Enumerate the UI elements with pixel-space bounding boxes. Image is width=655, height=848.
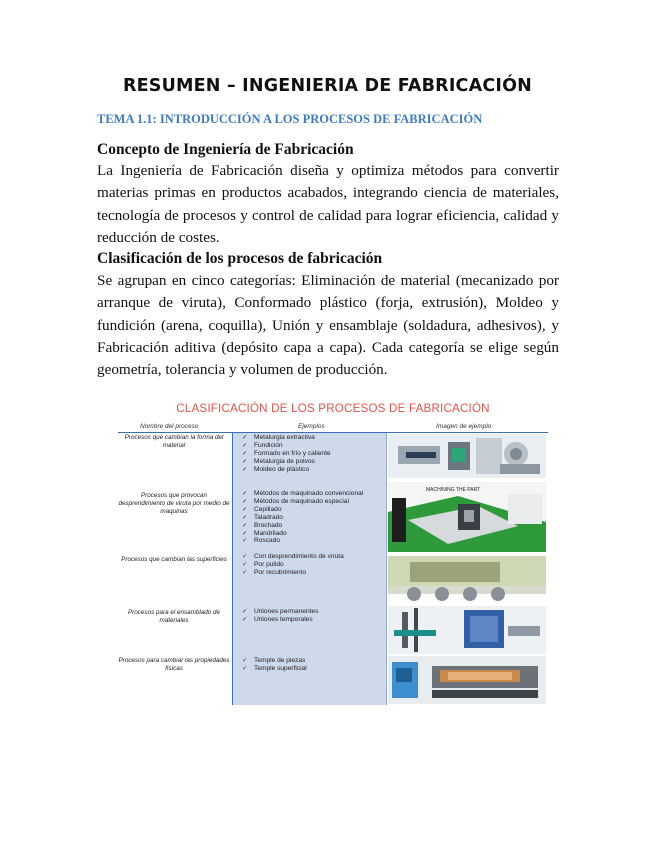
row-items-physical: [242, 657, 307, 673]
list-item: ✓ Roscado: [242, 537, 363, 545]
list-item: ✓ Moldeo de plástico: [242, 466, 331, 474]
list-item: ✓ Temple superficial: [242, 665, 307, 673]
column-header-examples: Ejemplos: [298, 423, 325, 430]
list-item: ✓ Temple de piezas: [242, 657, 307, 665]
list-item: ✓ Fundición: [242, 442, 331, 450]
list-item: ✓ Uniones permanentes: [242, 608, 319, 616]
concept-heading: Concepto de Ingeniería de Fabricación: [97, 141, 354, 158]
concept-paragraph: La Ingeniería de Fabricación diseña y optimiza métodos para convertir materias primas en productos acabados, integrando ciencia de materiales, tecnología de procesos y control de calidad para lograr eficiencia, calidad y reducción de costes.: [97, 162, 559, 246]
list-item: ✓ Por pulido: [242, 561, 344, 569]
figure-title: CLASIFICACIÓN DE LOS PROCESOS DE FABRICACIÓN: [176, 402, 490, 415]
casting-machine-image: [388, 434, 546, 478]
row-items-shape: [242, 434, 331, 474]
list-item: ✓ Cepillado: [242, 506, 363, 514]
machining-caption: MACHINING THE PART: [426, 487, 481, 493]
row-label-shape: Procesos que cambian la forma del material: [124, 434, 224, 450]
classification-figure: [118, 398, 548, 706]
row-label-surface: Procesos que cambian las superficies: [121, 556, 227, 563]
column-header-image: Imagen de ejemplo: [436, 423, 492, 430]
row-label-physical: Procesos para cambiar las propiedades físicas: [118, 657, 230, 673]
list-item: ✓ Por recubrimiento: [242, 569, 344, 577]
column-header-process: Nombre del proceso: [140, 423, 199, 430]
list-item: ✓ Formado en frío y caliente: [242, 450, 331, 458]
document-title: RESUMEN – INGENIERIA DE FABRICACIÓN: [122, 76, 533, 96]
list-item: ✓ Brochado: [242, 522, 363, 530]
classification-heading: Clasificación de los procesos de fabricación: [97, 250, 383, 267]
row-items-surface: [242, 553, 344, 577]
list-item: ✓ Metalurgia de polvos: [242, 458, 331, 466]
list-item: ✓ Uniones temporales: [242, 616, 319, 624]
list-item: ✓ Mandrilado: [242, 530, 363, 538]
row-items-chip: [242, 490, 363, 545]
list-item: ✓ Metalurgia extractiva: [242, 434, 331, 442]
list-item: ✓ Con desprendimiento de viruta: [242, 553, 344, 561]
machining-image: [388, 482, 546, 552]
classification-paragraph: Se agrupan en cinco categorías: Eliminación de material (mecanizado por arranque de viruta), Conformado plástico (forja, extrusión), Moldeo y fundición (arena, coquilla), Unión y ensamblaje (soldadura, adhesivos), y Fabricación aditiva (depósito capa a capa). Cada categoría se elige según geometría, tolerancia y volumen de producción.: [97, 272, 559, 379]
list-item: ✓ Taladrado: [242, 514, 363, 522]
row-label-chip: Procesos que provocan desprendimiento de viruta por medio de maquinas: [118, 492, 230, 516]
heat-treatment-image: [388, 656, 546, 704]
image-column-divider: [386, 433, 387, 705]
row-label-assembly: Procesos para el ensamblado de materiales: [127, 609, 221, 625]
surface-treatment-image: [388, 554, 546, 604]
list-item: ✓ Métodos de maquinado especial: [242, 498, 363, 506]
assembly-image: [388, 606, 546, 654]
list-item: ✓ Métodos de maquinado convencional: [242, 490, 363, 498]
row-items-assembly: [242, 608, 319, 624]
tema-heading: TEMA 1.1: INTRODUCCIÓN A LOS PROCESOS DE FABRICACIÓN: [97, 112, 483, 126]
